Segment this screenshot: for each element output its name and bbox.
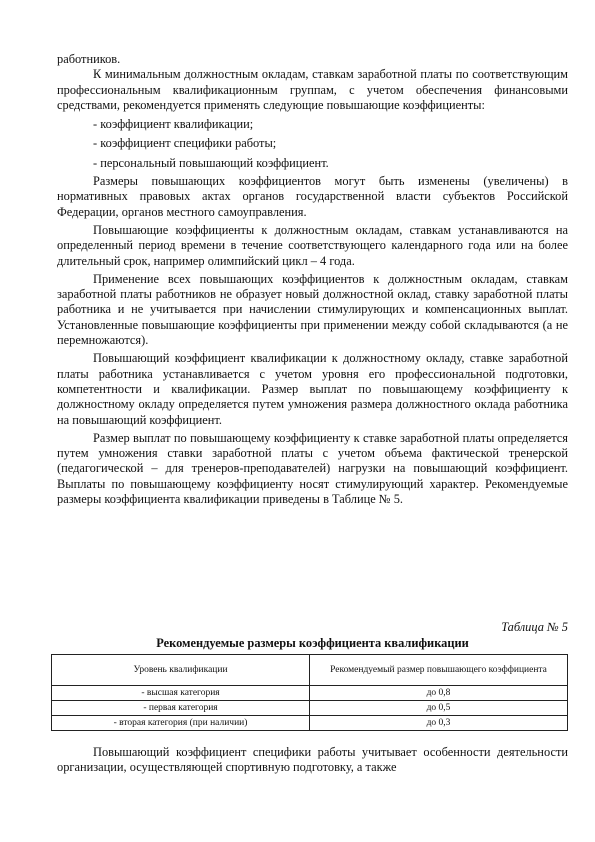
list-item: - коэффициент квалификации;	[93, 117, 254, 132]
table-header-cell: Рекомендуемый размер повышающего коэффициента	[310, 655, 568, 686]
paragraph-coefficients-intro: К минимальным должностным окладам, ставкам заработной платы по соответствующим профессиональным квалификационным группам, с учетом обеспечения финансовыми средствами, рекомендуется применять следующие повышающие коэффициенты:	[57, 67, 568, 112]
table-cell: - вторая категория (при наличии)	[52, 716, 310, 731]
table-caption: Таблица № 5	[501, 620, 568, 634]
table-header-row	[52, 655, 568, 686]
document-page	[57, 52, 568, 775]
paragraph-rate: Размер выплат по повышающему коэффициенту к ставке заработной платы определяется путем умножения ставки заработной платы с учетом объема фактической тренерской (педагогической – для тренеров-преподавателей) нагрузки на повышающий коэффициент. Выплаты по повышающему коэффициенту носят стимулирующий характер. Рекомендуемые размеры коэффициента квалификации приведены в Таблице № 5.	[57, 430, 568, 507]
table-cell: до 0,8	[310, 686, 568, 701]
paragraph-application: Применение всех повышающих коэффициентов к должностным окладам, ставкам заработной платы работников не образует новый должностной оклад, ставку заработной платы работника и не учитывается при начислении стимулирующих и компенсационных выплат. Установленные повышающие коэффициенты при применении между собой складываются (а не перемножаются).	[57, 271, 568, 348]
table-cell: - высшая категория	[52, 686, 310, 701]
bottom-section	[57, 745, 568, 776]
table-row	[52, 701, 568, 716]
paragraph-size-change: Размеры повышающих коэффициентов могут быть изменены (увеличены) в нормативных правовых актах органов государственной власти субъектов Российской Федерации, органов местного самоуправления.	[57, 174, 568, 219]
paragraph-specifics: Повышающий коэффициент специфики работы учитывает особенности деятельности организации, осуществляющей спортивную подготовку, а также	[57, 745, 568, 775]
table-cell: до 0,3	[310, 716, 568, 731]
table-header-cell: Уровень квалификации	[52, 655, 310, 686]
paragraph-continuation: работников.	[57, 52, 121, 66]
table-title: Рекомендуемые размеры коэффициента квалификации	[156, 636, 469, 650]
paragraph-period: Повышающие коэффициенты к должностным окладам, ставкам устанавливаются на определенный период времени в течение соответствующего календарного года или на более длительный срок, например олимпийский цикл – 4 года.	[57, 222, 568, 268]
table-row	[52, 716, 568, 731]
list-item: - коэффициент специфики работы;	[93, 136, 277, 151]
table-cell: до 0,5	[310, 701, 568, 716]
paragraph-qualification: Повышающий коэффициент квалификации к должностному окладу, ставке заработной платы работника устанавливается с учетом уровня его профессиональной подготовки, компетентности и квалификации. Размер выплат по повышающему коэффициенту к должностному окладу определяется путем умножения размера должностного оклада работника на повышающий коэффициент.	[57, 351, 568, 427]
table-cell: - первая категория	[52, 701, 310, 716]
list-item: - персональный повышающий коэффициент.	[93, 155, 329, 170]
qualification-table	[51, 654, 568, 731]
table-row	[52, 686, 568, 701]
